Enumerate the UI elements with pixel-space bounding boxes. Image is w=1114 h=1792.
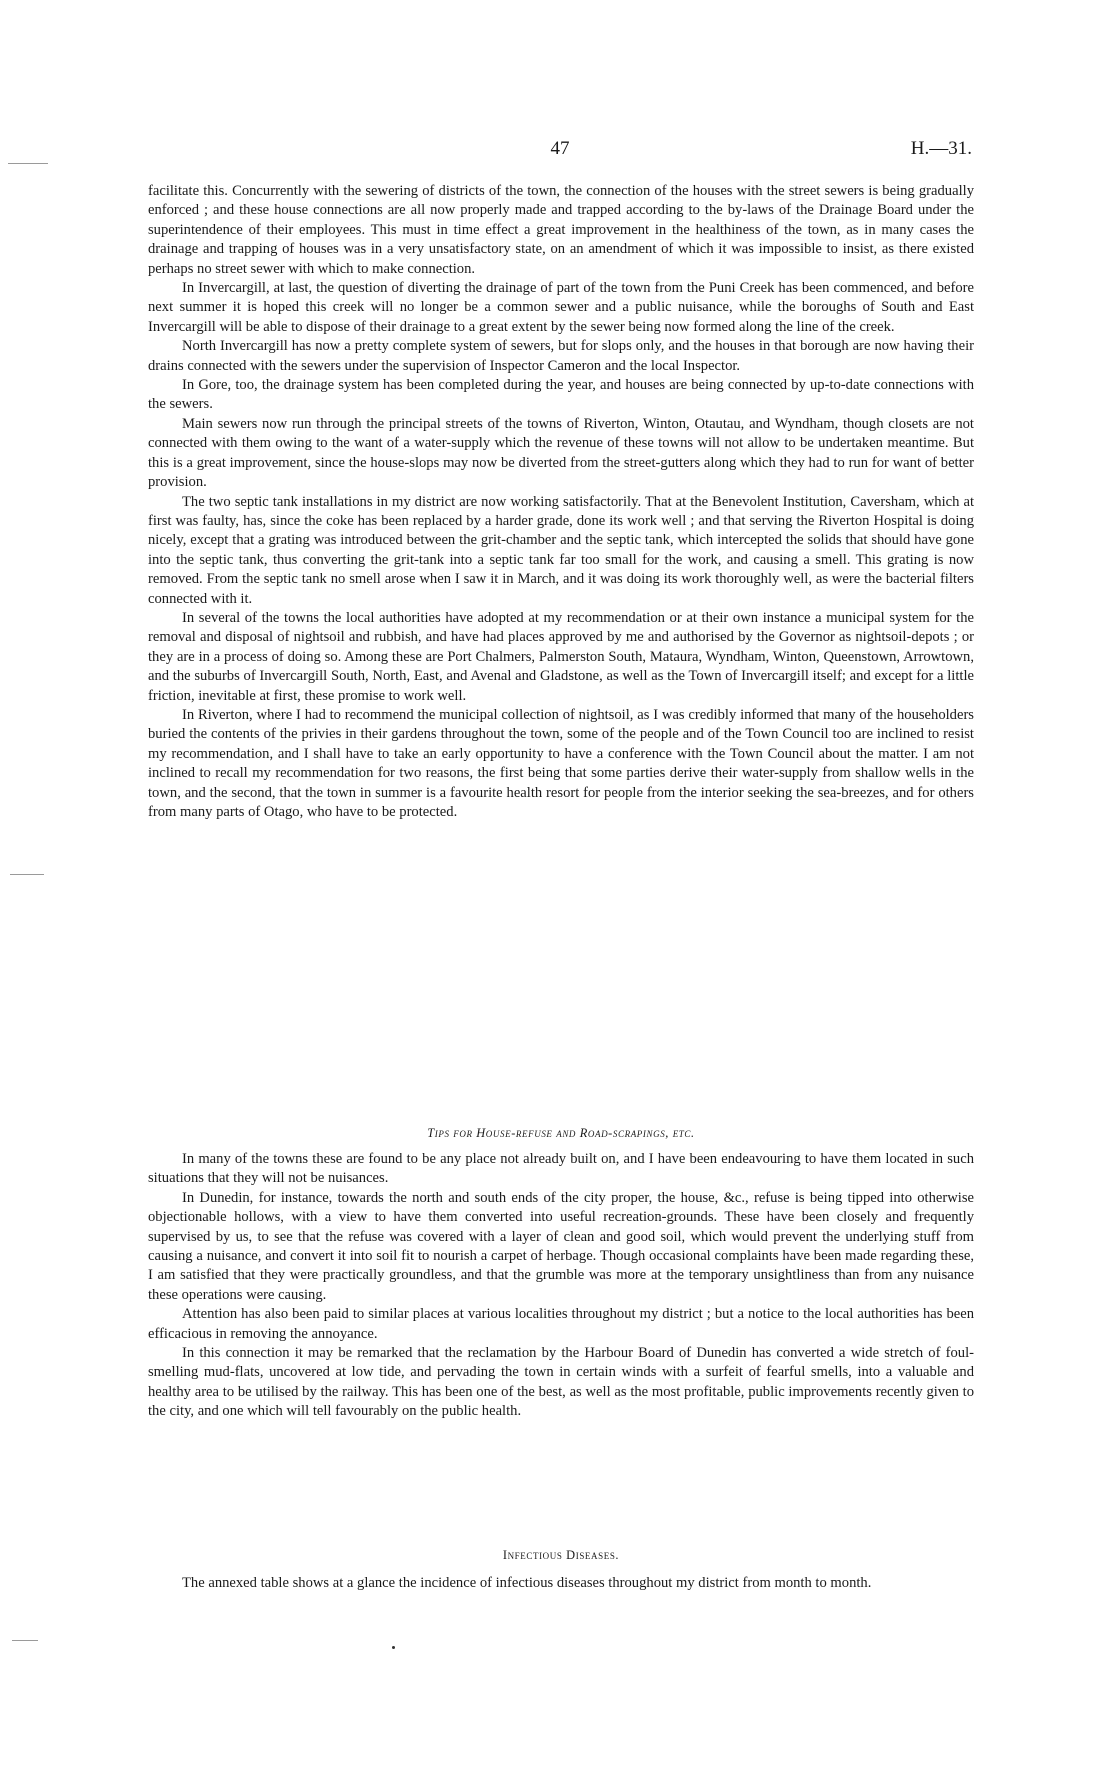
section-heading-infectious-diseases: Infectious Diseases.	[502, 1548, 620, 1562]
paragraph: North Invercargill has now a pretty complete system of sewers, but for slops only, and the houses in that borough are now having their drains connected with the sewers under the supervision of Inspector Cameron and the local Inspector.	[148, 338, 974, 374]
page-header	[148, 136, 972, 170]
paragraph: Main sewers now run through the principal streets of the towns of Riverton, Winton, Otautau, and Wyndham, though closets are not connected with them owing to the want of a water-supply which the revenue of these towns will not allow to be undertaken meantime. But this is a great improvement, since the house-slops may now be diverted from the street-gutters along which they had to run for want of better provision.	[148, 415, 974, 491]
paragraph: The annexed table shows at a glance the incidence of infectious diseases throughout my district from month to month.	[182, 1575, 872, 1591]
page-number: 47	[550, 138, 570, 159]
paragraph: Attention has also been paid to similar places at various localities throughout my district ; but a notice to the local authorities has been efficacious in removing the annoyance.	[148, 1306, 974, 1342]
document-reference: H.—31.	[910, 138, 972, 159]
paragraph: facilitate this. Concurrently with the sewering of districts of the town, the connection of the houses with the street sewers is being gradually enforced ; and these house connections are all now properly made and trapped according to the by-laws of the Drainage Board under the superintendence of their employees. This must in time effect a great improvement in the healthiness of the town, as in many cases the drainage and trapping of houses was in a very unsatisfactory state, on an amendment of which it was impossible to insist, as there existed perhaps no street sewer with which to make connection.	[148, 183, 974, 277]
section-infectious-diseases-text	[148, 1574, 974, 1593]
margin-mark	[8, 163, 48, 164]
paragraph: In several of the towns the local authorities have adopted at my recommendation or at their own instance a municipal system for the removal and disposal of nightsoil and rubbish, and have had places approved by me and authorised by the Governor as nightsoil-depots ; or they are in a process of doing so. Among these are Port Chalmers, Palmerston South, Mataura, Wyndham, Winton, Queenstown, Arrowtown, and the suburbs of Invercargill South, North, East, and Avenal and Gladstone, as well as the Town of Invercargill itself; and except for a little friction, inevitable at first, these promise to work well.	[148, 609, 974, 704]
stray-dot	[392, 1646, 395, 1649]
section-drainage-text	[148, 182, 974, 822]
section-tips-text	[148, 1150, 974, 1422]
paragraph: In many of the towns these are found to be any place not already built on, and I have been endeavouring to have them located in such situations that they will not be nuisances.	[148, 1151, 974, 1187]
paragraph: In Dunedin, for instance, towards the north and south ends of the city proper, the house, &c., refuse is being tipped into otherwise objectionable hollows, with a view to have them converted into useful recreation-grounds. These have been closely and frequently supervised by us, to see that the refuse was covered with a layer of clean and good soil, which would prevent the underlying stuff from causing a nuisance, and convert it into soil fit to nourish a carpet of herbage. Though occasional complaints have been made regarding these, I am satisfied that they were practically groundless, and that the grumble was more at the temporary unsightliness than from any nuisance these operations were causing.	[148, 1189, 974, 1303]
paragraph: In Gore, too, the drainage system has been completed during the year, and houses are being connected by up-to-date connections with the sewers.	[148, 377, 974, 413]
margin-mark	[10, 874, 44, 875]
paragraph: In this connection it may be remarked that the reclamation by the Harbour Board of Dunedin has converted a wide stretch of foul-smelling mud-flats, uncovered at low tide, and pervading the town in certain winds with a surfeit of fearful smells, into a valuable and healthy area to be utilised by the railway. This has been one of the best, as well as the most profitable, public improvements recently given to the city, and one which will tell favourably on the public health.	[148, 1345, 974, 1420]
section-heading-tips: Tips for House-refuse and Road-scrapings, etc.	[427, 1126, 695, 1140]
paragraph: The two septic tank installations in my district are now working satisfactorily. That at the Benevolent Institution, Caversham, which at first was faulty, has, since the coke has been replaced by a harder grade, done its work well ; and that serving the Riverton Hospital is doing nicely, except that a grating was introduced between the grit-chamber and the septic tank, which intercepted the solids that should have gone into the septic tank, thus converting the grit-tank into a septic tank far too small for the work, and causing a smell. This grating is now removed. From the septic tank no smell arose when I saw it in March, and it was doing its work thoroughly well, as were the bacterial filters connected with it.	[148, 493, 974, 607]
paragraph: In Invercargill, at last, the question of diverting the drainage of part of the town from the Puni Creek has been commenced, and before next summer it is hoped this creek will no longer be a common sewer and a public nuisance, while the boroughs of South and East Invercargill will be able to dispose of their drainage to a great extent by the sewer being now formed along the line of the creek.	[148, 280, 974, 335]
paragraph: In Riverton, where I had to recommend the municipal collection of nightsoil, as I was credibly informed that many of the householders buried the contents of the privies in their gardens throughout the town, some of the people and of the Town Council too are inclined to resist my recommendation, and I shall have to take an early opportunity to have a conference with the Town Council about the matter. I am not inclined to recall my recommendation for two reasons, the first being that some parties derive their water-supply from shallow wells in the town, and the second, that the town in summer is a favourite health resort for people from the interior seeking the sea-breezes, and for others from many parts of Otago, who have to be protected.	[148, 706, 974, 820]
margin-mark	[12, 1640, 38, 1641]
